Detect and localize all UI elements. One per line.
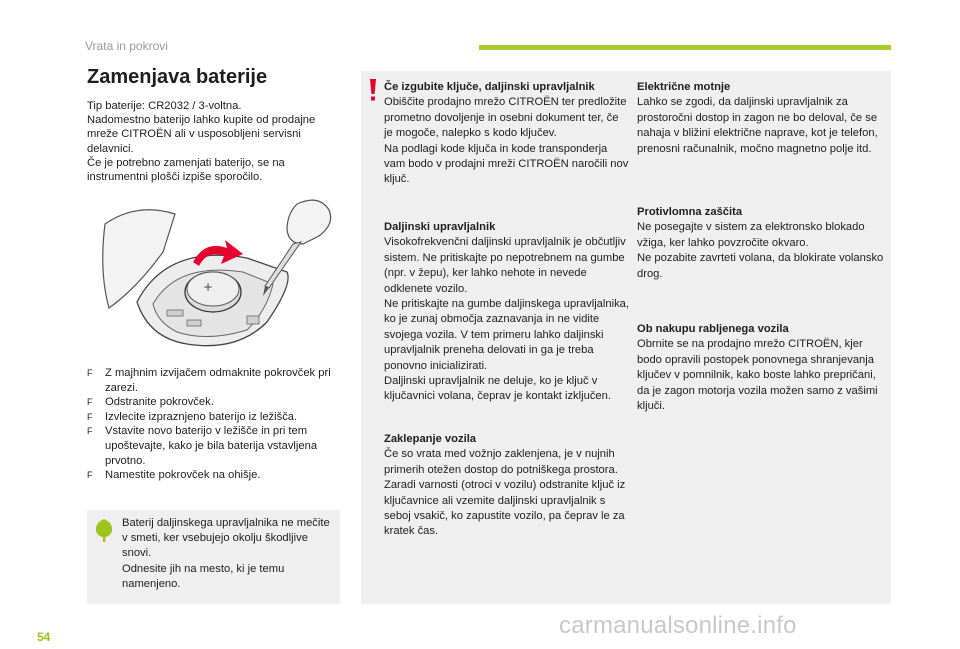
intro-line: Tip baterije: CR2032 / 3-voltna. (87, 100, 242, 112)
svg-text:+: + (203, 280, 214, 294)
instruction-steps (87, 366, 342, 483)
warning-section-anti-theft (637, 205, 885, 282)
step-marker: F (87, 470, 93, 481)
section-title: Protivlomna zaščita (637, 206, 743, 218)
header-accent-bar (479, 45, 891, 50)
step-item: F Izvlecite izpraznjeno baterijo iz ležišča. (87, 410, 298, 423)
eco-note-line: Baterij daljinskega upravljalnika ne mečite v smeti, ker vsebujejo okolju škodljive snovi. (122, 517, 330, 560)
section-paragraph: Na podlagi kode ključa in kode transponderja vam bodo v prodajni mreži CITROËN naročili nov ključ. (384, 142, 629, 186)
step-marker: F (87, 411, 93, 422)
section-title: Daljinski upravljalnik (384, 221, 496, 233)
intro-line: Nadomestno baterijo lahko kupite od prodajne mreže CITROËN ali v usposobljeni servisni delavnici. (87, 114, 316, 155)
warning-section-electrical (637, 80, 885, 157)
page-title: Zamenjava baterije (87, 66, 268, 88)
warning-section-lost-keys (384, 80, 630, 188)
step-item: F Z majhnim izvijačem odmaknite pokrovček pri zarezi. (87, 367, 331, 394)
eco-note-line: Odnesite jih na mesto, ki je temu namenjeno. (122, 562, 285, 590)
leaf-icon (94, 517, 114, 543)
section-title: Električne motnje (637, 81, 731, 93)
warning-section-locking (384, 432, 630, 540)
section-paragraph: Visokofrekvenčni daljinski upravljalnik je občutljiv sistem. Ne pritiskajte po nepotrebnem na gumbe (npr. v žepu), ker lahko nehote in nevede odklenete vozilo. (384, 236, 626, 295)
step-marker: F (87, 368, 93, 378)
section-header: Vrata in pokrovi (85, 39, 168, 53)
section-title: Če izgubite ključe, daljinski upravljalnik (384, 81, 595, 93)
section-paragraph: Obiščite prodajno mrežo CITROËN ter predložite prometno dovoljenje in osebni dokument ter, če je mogoče, nalepko s kodo ključev. (384, 96, 627, 140)
warning-section-used-vehicle (637, 322, 885, 414)
section-title: Zaklepanje vozila (384, 433, 477, 445)
eco-note-text (122, 516, 332, 592)
page-number: 54 (37, 630, 51, 644)
step-item: F Namestite pokrovček na ohišje. (87, 469, 261, 482)
section-paragraph: Zaradi varnosti (otroci v vozilu) odstranite ključ iz ključavnice ali vzemite daljinski upravljalnik s seboj vsakič, ko zapustite vozilo, pa čeprav le za kratek čas. (384, 479, 626, 538)
warning-section-remote (384, 220, 630, 405)
exclamation-icon (368, 78, 378, 102)
section-paragraph: Ne posegajte v sistem za elektronsko blokado vžiga, ker lahko povzročite okvaro. (637, 221, 865, 249)
section-paragraph: Če so vrata med vožnjo zaklenjena, je v nujnih primerih otežen dostop do potniškega prostora. (384, 448, 618, 476)
step-item: F Odstranite pokrovček. (87, 396, 214, 409)
section-paragraph: Lahko se zgodi, da daljinski upravljalnik za prostoročni dostop in zagon ne bo deloval, če se nahaja v bližini električne naprave, kot je telefon, prenosni računalnik, močno magnetno polje itd. (637, 96, 878, 155)
intro-line: Če je potrebno zamenjati baterijo, se na instrumentni plošči izpiše sporočilo. (87, 156, 285, 184)
section-paragraph: Obrnite se na prodajno mrežo CITROËN, kjer bodo opravili postopek ponovnega shranjevanja ključev v pomnilnik, kako boste lahko prepričani, da je zagon motorja vozila možen samo z vašimi ključi. (637, 338, 878, 413)
section-paragraph: Daljinski upravljalnik ne deluje, ko je ključ v ključavnici volana, čeprav je kontakt izključen. (384, 375, 611, 403)
step-marker: F (87, 426, 93, 437)
section-title: Ob nakupu rabljenega vozila (637, 323, 789, 335)
section-paragraph: Ne pozabite zavrteti volana, da blokirate volansko drog. (637, 252, 884, 280)
intro-text (87, 99, 347, 184)
step-marker: F (87, 397, 93, 408)
key-battery-illustration (97, 192, 337, 360)
step-item: F Vstavite novo baterijo v ležišče in pri tem upoštevajte, kako je bila baterija vstavljena prvotno. (87, 425, 318, 467)
watermark: carmanualsonline.info (559, 612, 797, 639)
section-paragraph: Ne pritiskajte na gumbe daljinskega upravljalnika, ko je zunaj območja zaznavanja in ne vidite svojega vozila. V tem primeru lahko daljinski upravljalnik preneha delovati in ga je treba ponovno inicializirati. (384, 298, 630, 372)
